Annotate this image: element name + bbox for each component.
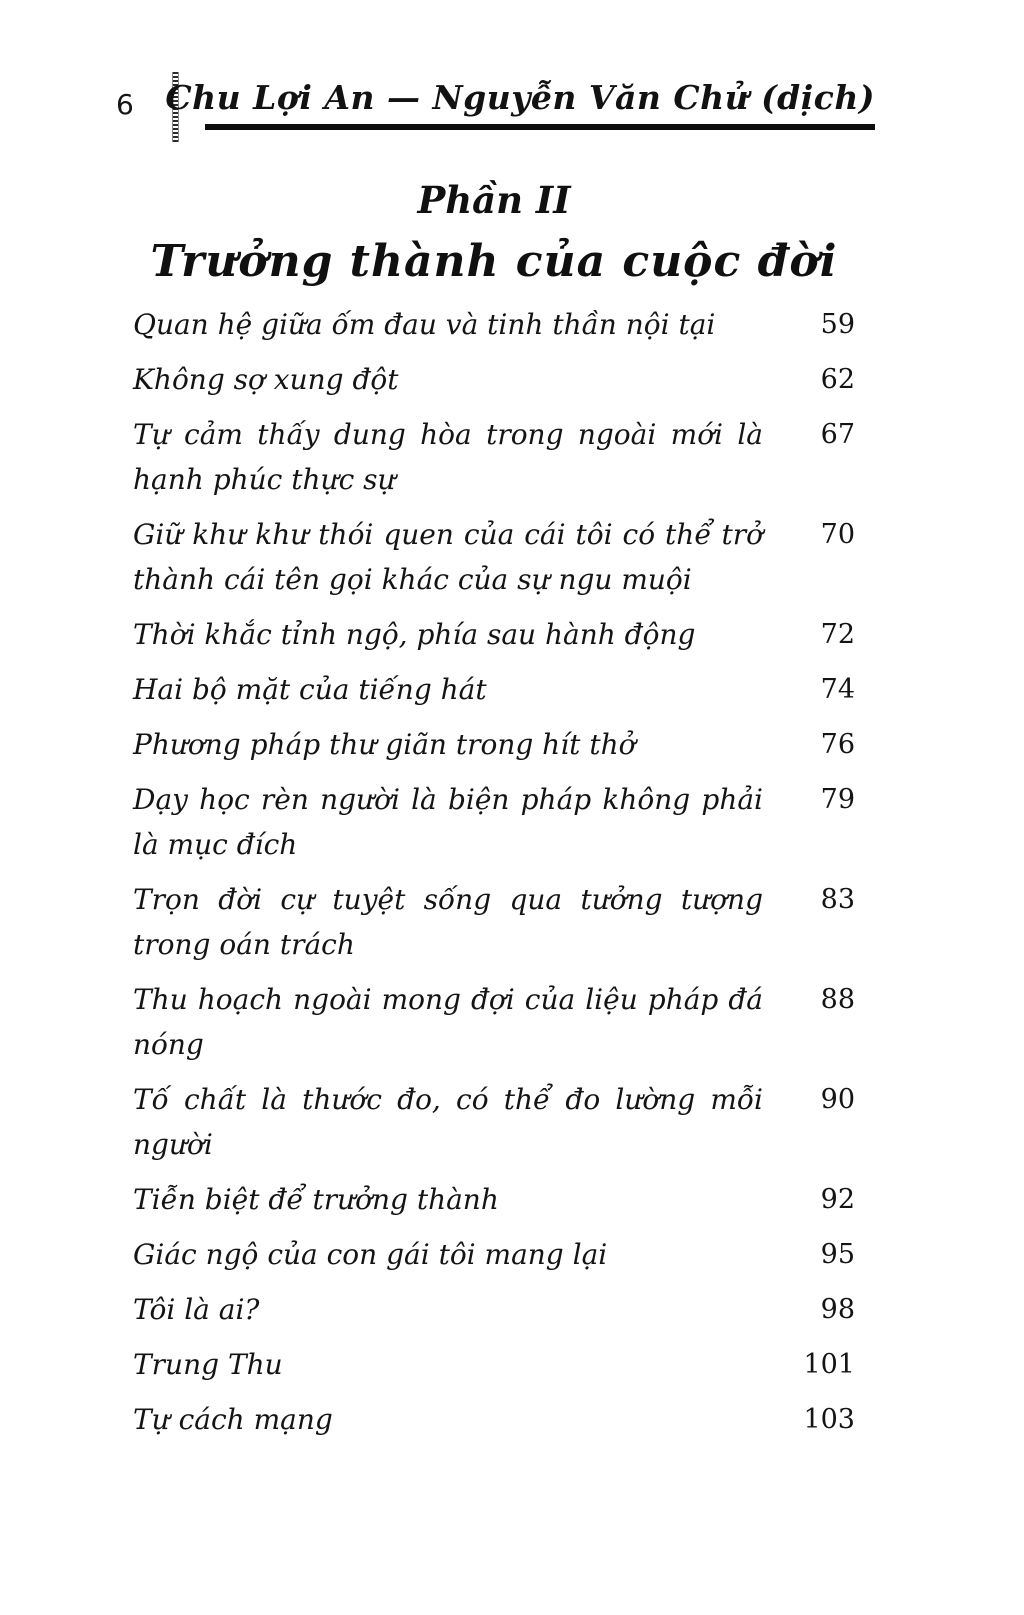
toc-entry-page-number: 59 xyxy=(820,309,855,340)
toc-entry xyxy=(133,1232,855,1277)
toc-entry-title: Tự cảm thấy dung hòa trong ngoài mới là hạnh phúc thực sự xyxy=(133,418,763,496)
toc-entry-title: Tố chất là thước đo, có thể đo lường mỗi người xyxy=(133,1083,763,1161)
toc-entry-page-number: 83 xyxy=(820,884,855,915)
toc-entry xyxy=(133,1077,855,1167)
toc-entry-page-number: 67 xyxy=(820,419,855,450)
toc-entry-page-number: 62 xyxy=(820,364,855,395)
toc-entry xyxy=(133,357,855,402)
toc-list xyxy=(133,302,855,1452)
toc-entry-page-number: 70 xyxy=(820,519,855,550)
toc-entry-page-number: 101 xyxy=(803,1349,855,1380)
toc-entry-page-number: 103 xyxy=(803,1404,855,1435)
toc-entry-page-number: 72 xyxy=(820,619,855,650)
toc-entry-title: Quan hệ giữa ốm đau và tinh thần nội tại xyxy=(133,308,716,341)
toc-entry-page-number: 74 xyxy=(820,674,855,705)
toc-entry xyxy=(133,1177,855,1222)
folio-page-number: 6 xyxy=(116,88,134,121)
toc-entry-page-number: 88 xyxy=(820,984,855,1015)
toc-entry-title: Trung Thu xyxy=(133,1348,283,1381)
toc-entry-title: Phương pháp thư giãn trong hít thở xyxy=(133,728,636,761)
toc-entry-title: Thời khắc tỉnh ngộ, phía sau hành động xyxy=(133,618,696,651)
toc-entry xyxy=(133,512,855,602)
toc-entry-title: Tự cách mạng xyxy=(133,1403,333,1436)
section-heading xyxy=(133,178,855,287)
toc-entry xyxy=(133,877,855,967)
toc-entry-title: Thu hoạch ngoài mong đợi của liệu pháp đá nóng xyxy=(133,983,763,1061)
toc-entry-title: Trọn đời cự tuyệt sống qua tưởng tượng trong oán trách xyxy=(133,883,763,961)
toc-entry-title: Dạy học rèn người là biện pháp không phải là mục đích xyxy=(133,783,763,861)
header-rule-divider xyxy=(205,124,875,130)
toc-entry-title: Giác ngộ của con gái tôi mang lại xyxy=(133,1238,608,1271)
toc-entry xyxy=(133,777,855,867)
toc-entry-page-number: 92 xyxy=(820,1184,855,1215)
toc-entry xyxy=(133,612,855,657)
toc-entry-title: Tiễn biệt để trưởng thành xyxy=(133,1183,499,1216)
toc-entry xyxy=(133,1397,855,1442)
toc-entry xyxy=(133,977,855,1067)
part-title: Trưởng thành của cuộc đời xyxy=(150,236,838,287)
toc-entry-page-number: 79 xyxy=(820,784,855,815)
toc-entry-page-number: 76 xyxy=(820,729,855,760)
toc-entry-page-number: 90 xyxy=(820,1084,855,1115)
toc-entry-title: Hai bộ mặt của tiếng hát xyxy=(133,673,487,706)
toc-entry xyxy=(133,722,855,767)
toc-entry-page-number: 98 xyxy=(820,1294,855,1325)
toc-entry-title: Không sợ xung đột xyxy=(133,363,399,396)
toc-entry xyxy=(133,1342,855,1387)
page-header xyxy=(0,0,1024,150)
toc-entry-page-number: 95 xyxy=(820,1239,855,1270)
part-label: Phần II xyxy=(417,178,571,222)
toc-entry xyxy=(133,1287,855,1332)
toc-entry xyxy=(133,302,855,347)
toc-entry-title: Tôi là ai? xyxy=(133,1293,260,1326)
toc-entry xyxy=(133,667,855,712)
toc-entry xyxy=(133,412,855,502)
toc-entry-title: Giữ khư khư thói quen của cái tôi có thể trở thành cái tên gọi khác của sự ngu muội xyxy=(133,518,763,596)
running-header-author: Chu Lợi An — Nguyễn Văn Chử (dịch) xyxy=(165,78,875,117)
